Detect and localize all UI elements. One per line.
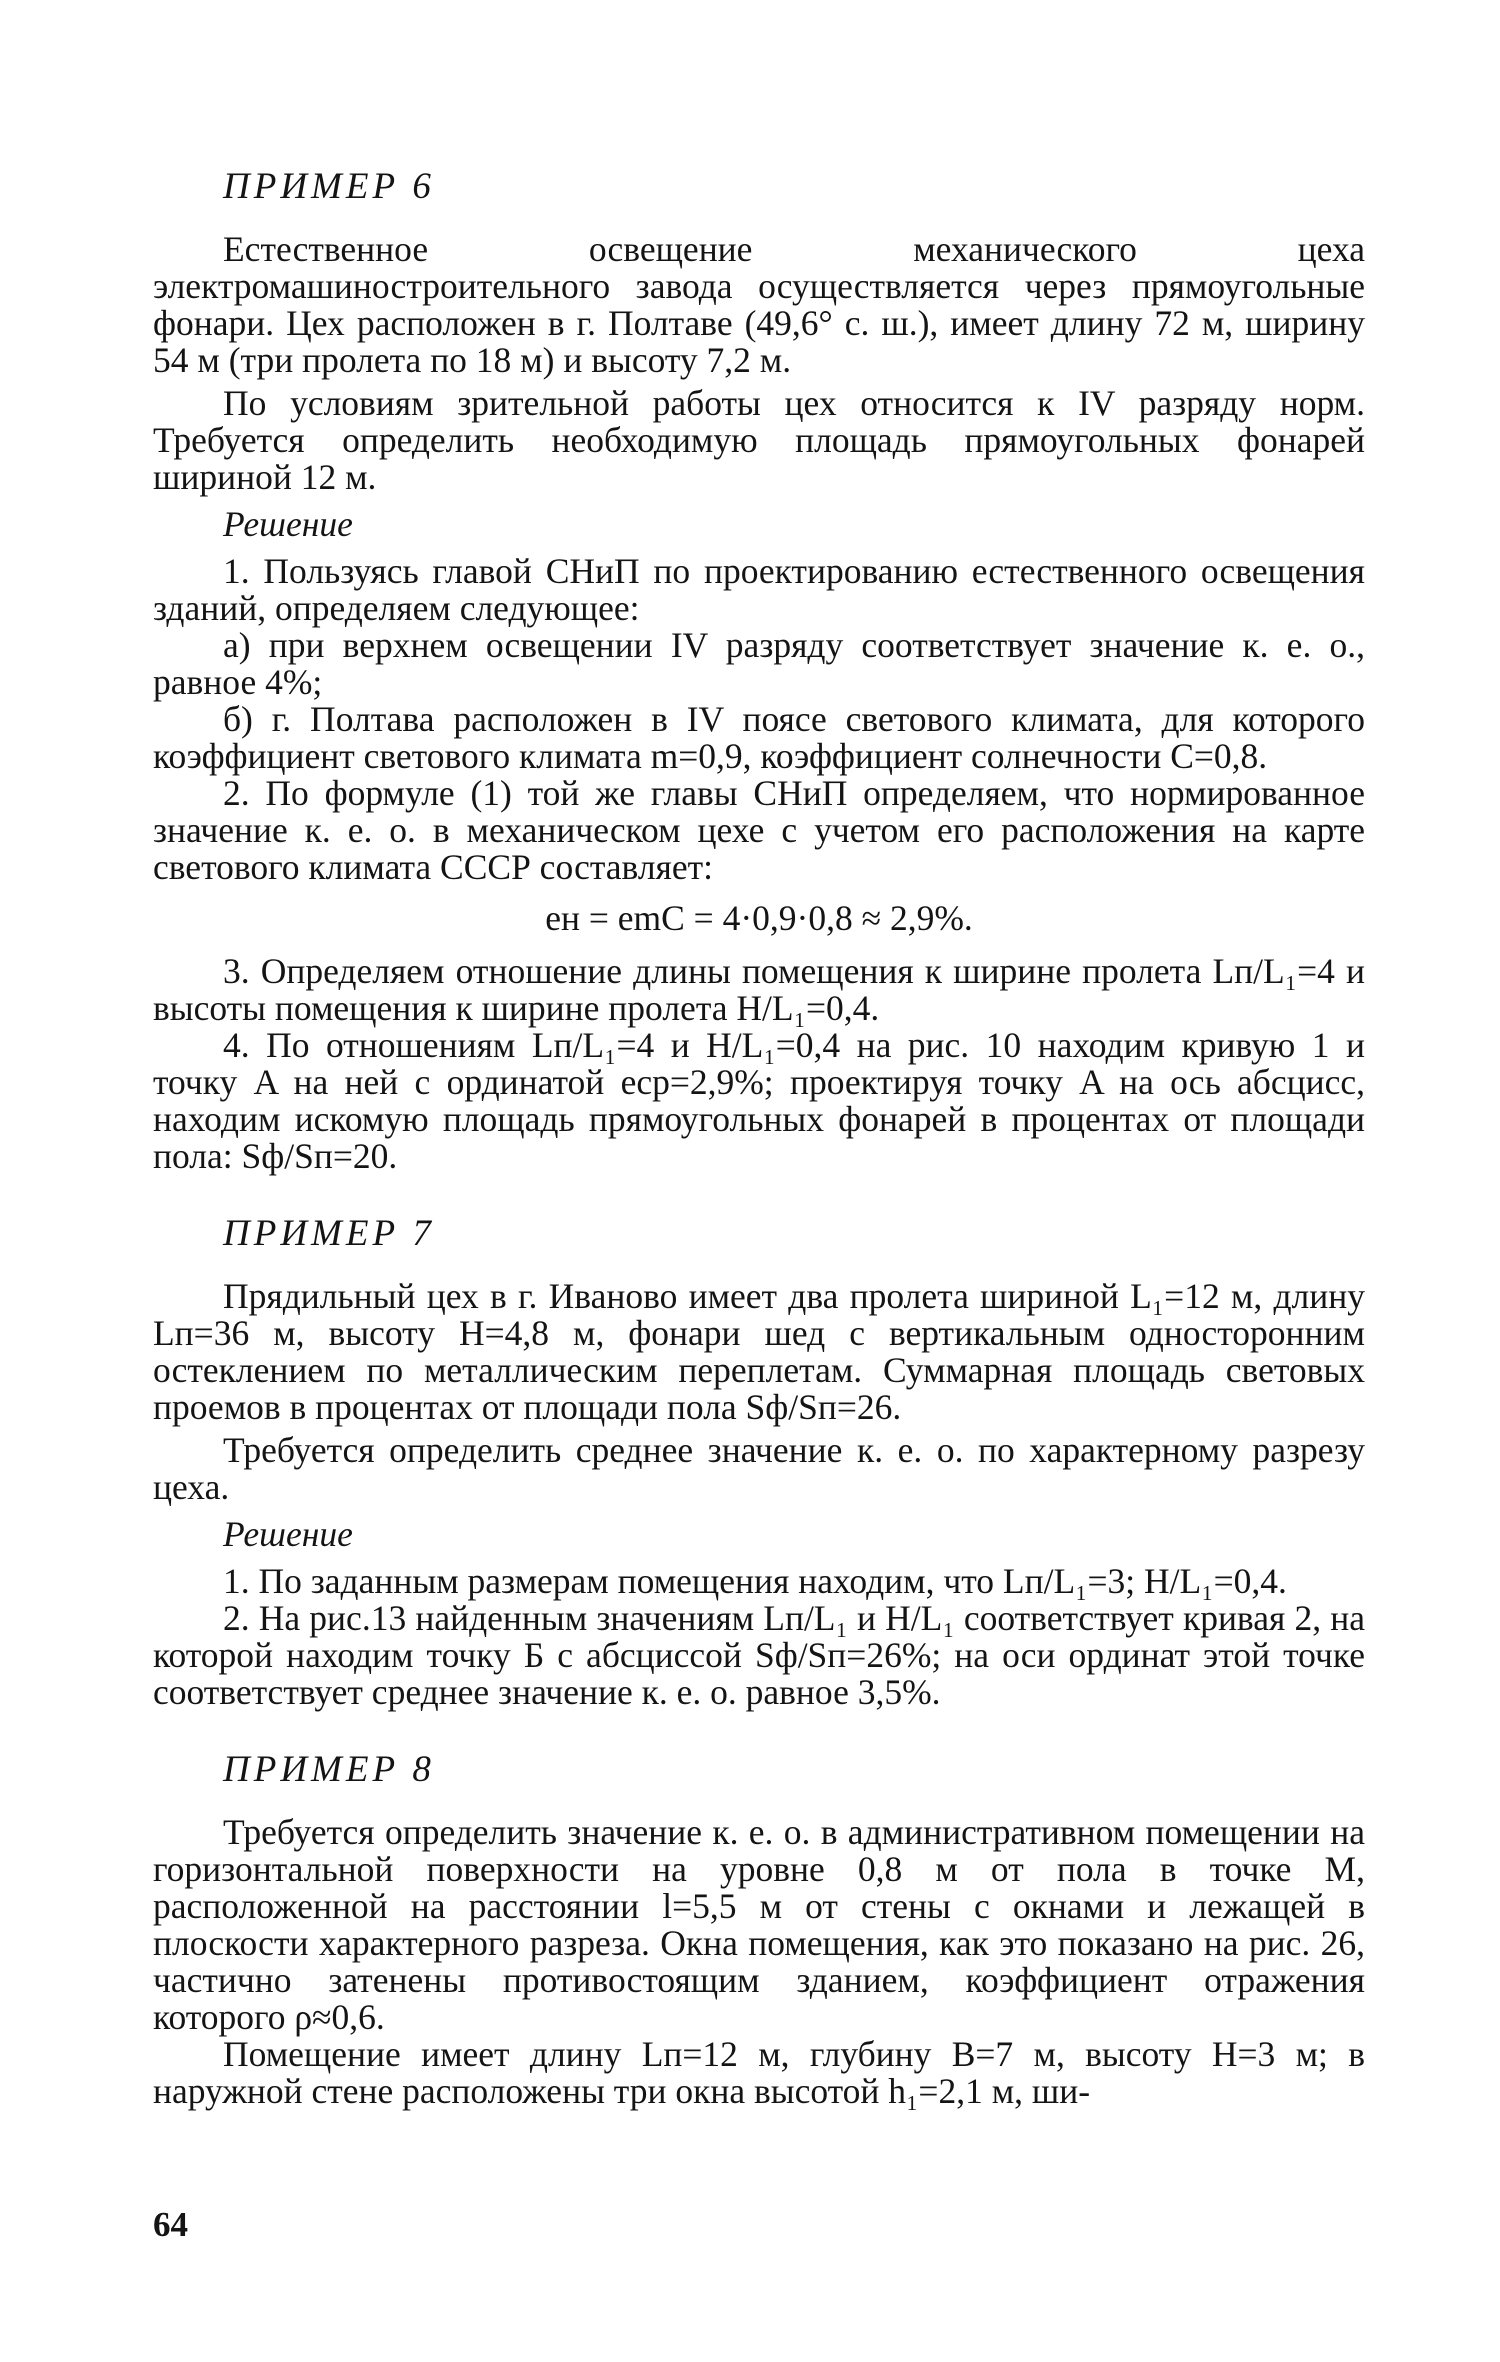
example-6-step-1a: а) при верхнем освещении IV разряду соответствует значение к. е. о., равное 4%; <box>153 625 1365 702</box>
example-6-paragraph-2: По условиям зрительной работы цех относится к IV разряду норм. Требуется определить необходимую площадь прямоугольных фонарей шириной 12 м. <box>153 383 1365 497</box>
example-8-paragraph-1: Требуется определить значение к. е. о. в административном помещении на горизонтальной поверхности на уровне 0,8 м от пола в точке M, расположенной на расстоянии l=5,5 м от стены с окнами и лежащей в плоскости характерного разреза. Окна помещения, как это показано на рис. 26, частично затенены противостоящим зданием, коэффициент отражения которого ρ≈0,6. <box>153 1812 1365 2037</box>
example-7-heading: ПРИМЕР 7 <box>223 1213 435 1254</box>
example-6-step-4: 4. По отношениям Lп/L₁=4 и H/L₁=0,4 на рис. 10 находим кривую 1 и точку A на ней с ординатой eср=2,9%; проектируя точку A на ось абсцисс, находим искомую площадь прямоугольных фонарей в процентах от площади пола: Sф/Sп=20. <box>153 1025 1365 1176</box>
example-7-step-1: 1. По заданным размерам помещения находим, что Lп/L₁=3; H/L₁=0,4. <box>223 1561 1287 1601</box>
example-7-step-2: 2. На рис.13 найденным значениям Lп/L₁ и H/L₁ соответствует кривая 2, на которой находим точку Б с абсциссой Sф/Sп=26%; на оси ординат этой точке соответствует среднее значение к. е. о. равное 3,5%. <box>153 1598 1365 1712</box>
example-6-formula: eн = emC = 4·0,9·0,8 ≈ 2,9%. <box>545 898 973 938</box>
example-6-solution-label: Решение <box>223 504 353 544</box>
example-7-paragraph-2: Требуется определить среднее значение к. е. о. по характерному разрезу цеха. <box>153 1430 1365 1507</box>
example-8-paragraph-2: Помещение имеет длину Lп=12 м, глубину B=7 м, высоту H=3 м; в наружной стене расположены три окна высотой h₁=2,1 м, ши- <box>153 2034 1365 2111</box>
example-6-step-2: 2. По формуле (1) той же главы СНиП определяем, что нормированное значение к. е. о. в механическом цехе с учетом его расположения на карте светового климата СССР составляет: <box>153 773 1365 887</box>
example-7-paragraph-1: Прядильный цех в г. Иваново имеет два пролета шириной L₁=12 м, длину Lп=36 м, высоту H=4,8 м, фонари шед с вертикальным односторонним остеклением по металлическим переплетам. Суммарная площадь световых проемов в процентах от площади пола Sф/Sп=26. <box>153 1276 1365 1427</box>
example-6-step-3: 3. Определяем отношение длины помещения к ширине пролета Lп/L₁=4 и высоты помещения к ширине пролета H/L₁=0,4. <box>153 951 1365 1028</box>
page-content <box>153 168 1365 2110</box>
example-6-step-1b: б) г. Полтава расположен в IV поясе светового климата, для которого коэффициент светового климата m=0,9, коэффициент солнечности C=0,8. <box>153 699 1365 776</box>
example-8-heading: ПРИМЕР 8 <box>223 1749 435 1790</box>
example-6-paragraph-1: Естественное освещение механического цеха электромашиностроительного завода осуществляется через прямоугольные фонари. Цех расположен в г. Полтаве (49,6° с. ш.), имеет длину 72 м, ширину 54 м (три пролета по 18 м) и высоту 7,2 м. <box>153 229 1365 380</box>
example-6-heading: ПРИМЕР 6 <box>223 166 435 207</box>
example-7-solution-label: Решение <box>223 1514 353 1554</box>
example-6-step-1: 1. Пользуясь главой СНиП по проектированию естественного освещения зданий, определяем следующее: <box>153 551 1365 628</box>
page-number: 64 <box>153 2205 188 2244</box>
